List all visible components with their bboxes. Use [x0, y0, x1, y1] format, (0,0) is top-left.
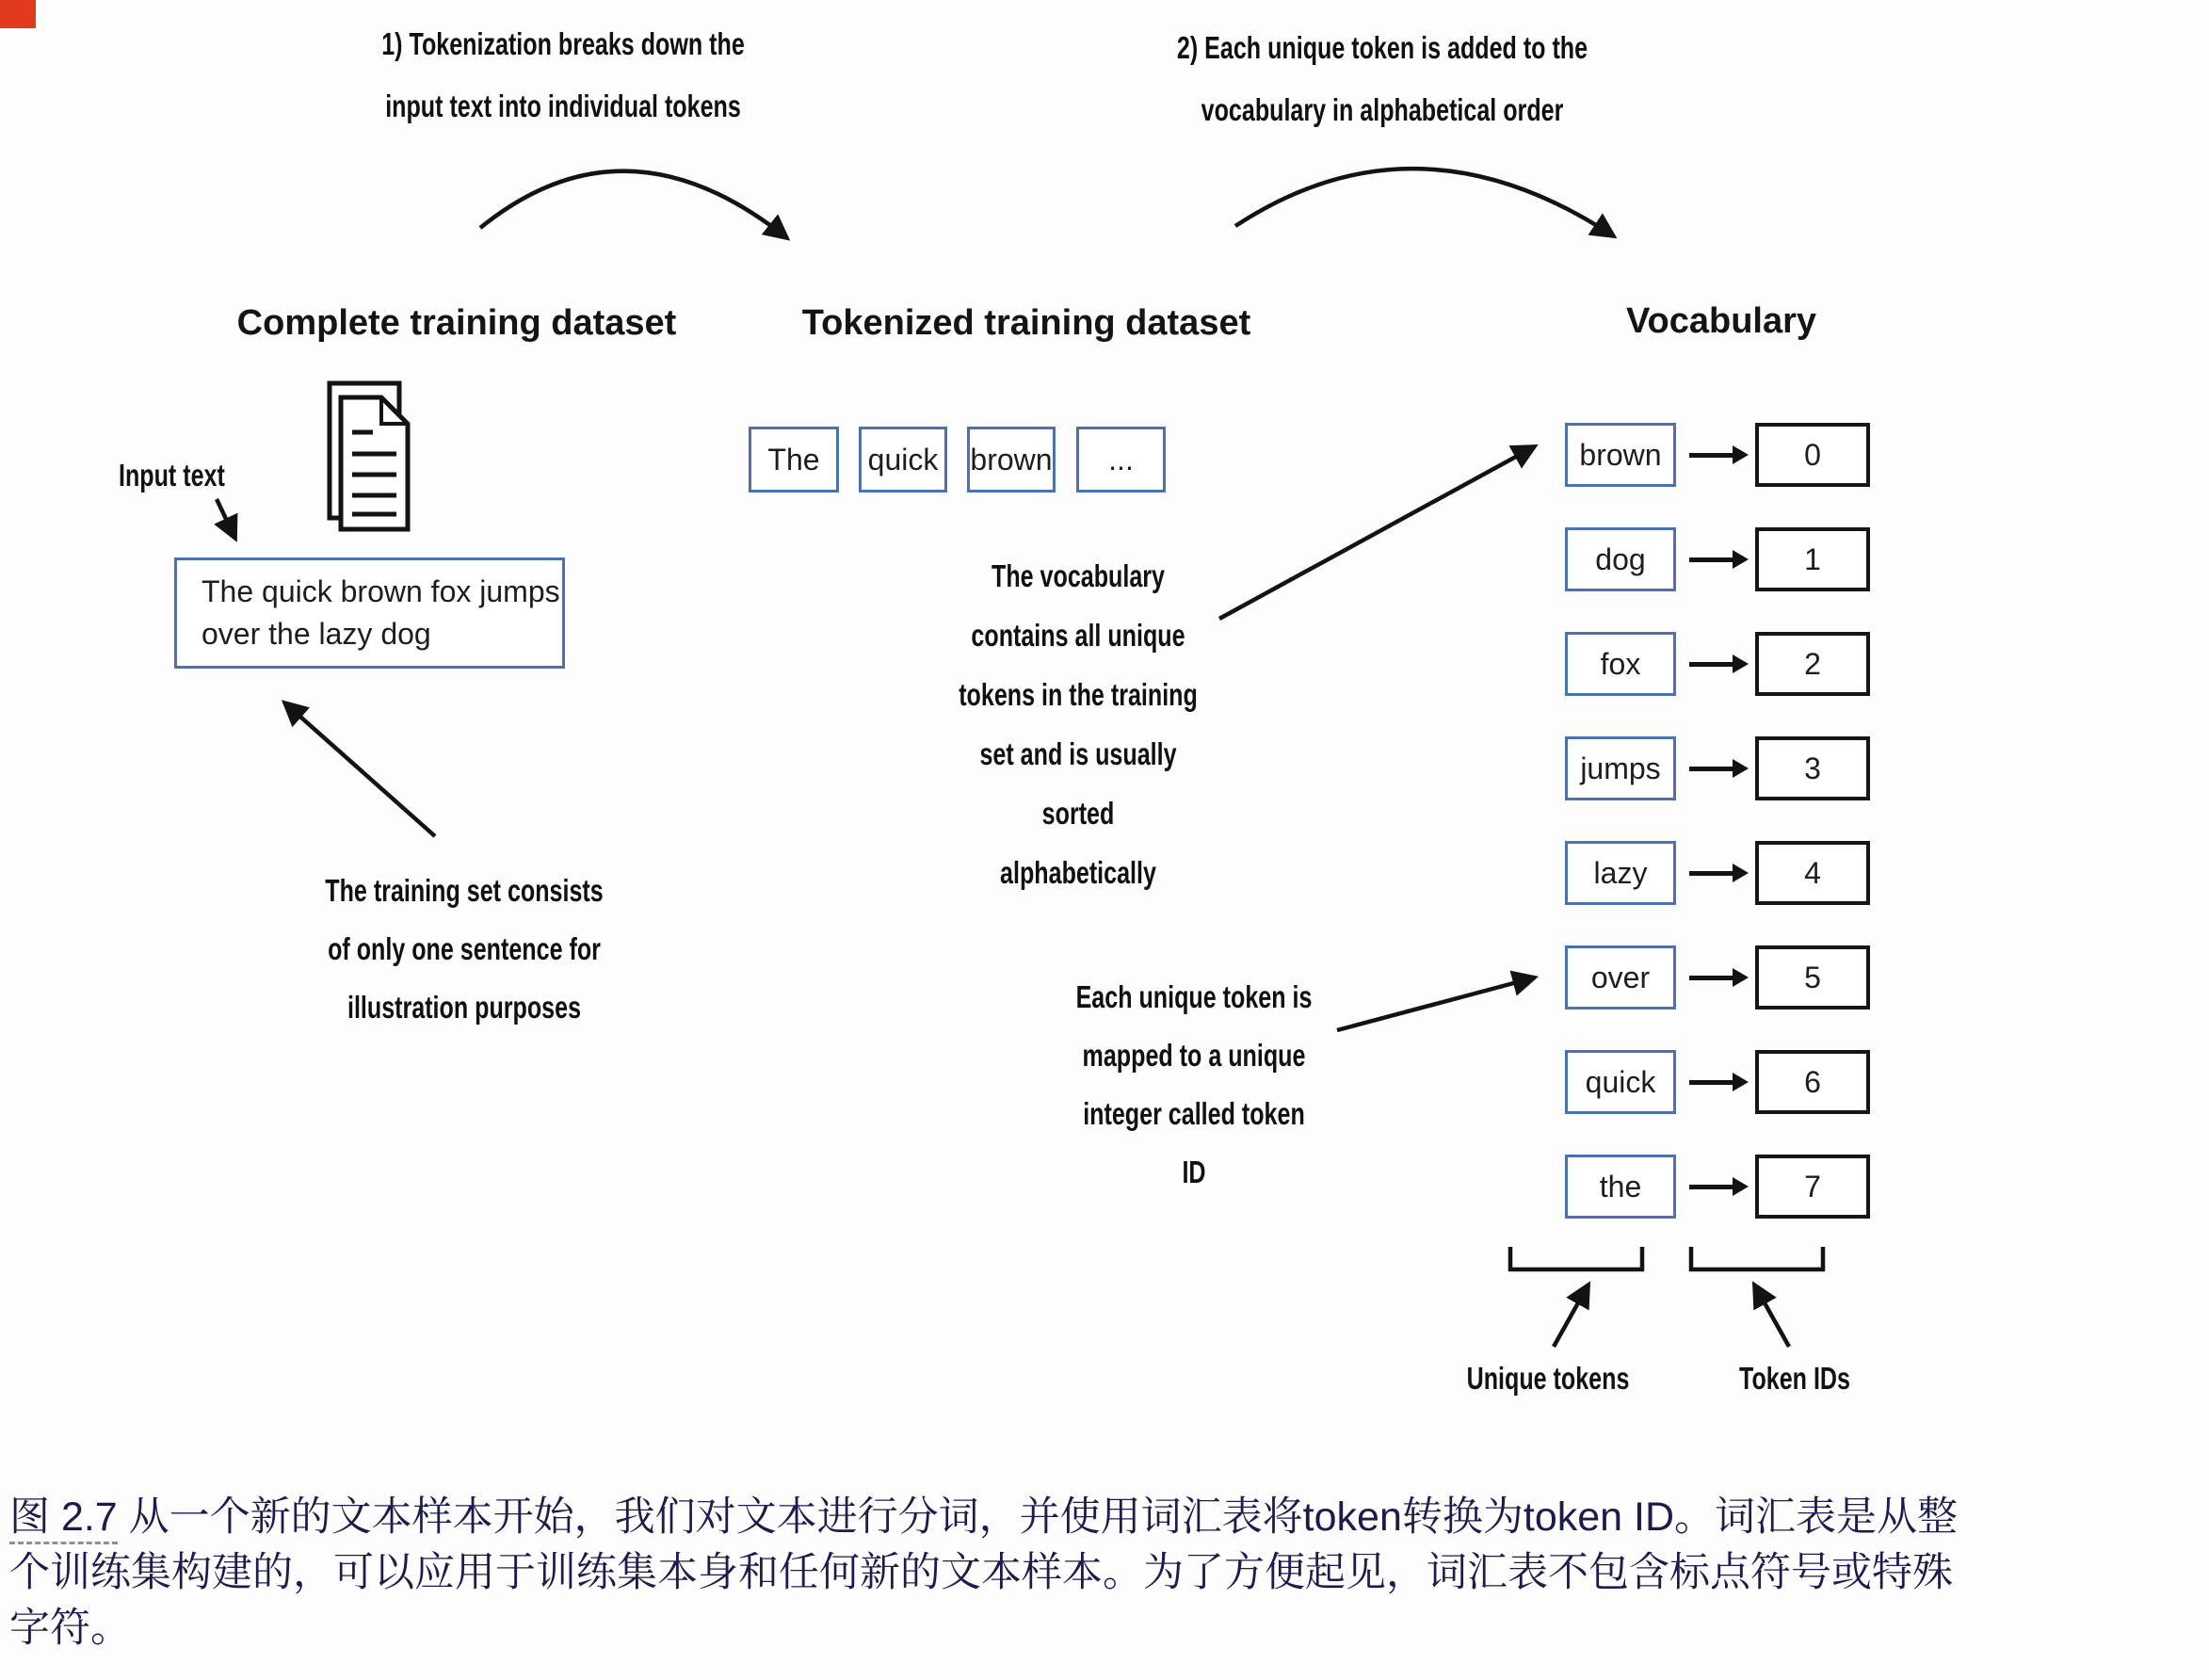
unique-tokens-arrow	[1554, 1284, 1588, 1347]
token-id-box: 2	[1755, 632, 1870, 696]
map-arrow-icon	[1689, 557, 1734, 562]
figure-caption	[9, 1490, 1958, 1656]
vocab-row	[1565, 1050, 1876, 1114]
token-id-box: 6	[1755, 1050, 1870, 1114]
token-id-note-arrow	[1337, 977, 1535, 1030]
token-box-quick: quick	[859, 427, 947, 493]
token-box-the: The	[749, 427, 839, 493]
vocabulary-note	[921, 546, 1235, 902]
vocab-note-arrow	[1219, 446, 1535, 619]
vocab-token-box: fox	[1565, 632, 1676, 696]
curved-arrow-step2	[1235, 169, 1614, 236]
note-line: integer called token	[1083, 1096, 1305, 1131]
header-vocabulary: Vocabulary	[1625, 301, 1817, 341]
vocab-token-box: brown	[1565, 423, 1676, 487]
map-arrow-icon	[1689, 871, 1734, 876]
note-line: contains all unique	[971, 618, 1185, 653]
annotation-line: vocabulary in alphabetical order	[1201, 92, 1564, 127]
vocab-row	[1565, 841, 1876, 905]
annotation-line: 1) Tokenization breaks down the	[381, 26, 745, 61]
input-text-line: The quick brown fox jumps	[202, 574, 560, 608]
curved-arrow-step1	[480, 171, 787, 238]
map-arrow-icon	[1689, 767, 1734, 771]
unique-tokens-label-text: Unique tokens	[1466, 1361, 1630, 1396]
annotation-line: input text into individual tokens	[385, 89, 741, 123]
token-id-box: 5	[1755, 945, 1870, 1010]
token-ids-label	[1721, 1361, 1867, 1397]
caption-line	[9, 1490, 1958, 1545]
note-line: of only one sentence for	[328, 931, 601, 966]
note-line: tokens in the training	[959, 677, 1198, 712]
vocab-row	[1565, 632, 1876, 696]
token-ids-arrow	[1754, 1284, 1789, 1347]
annotation-step1	[324, 13, 801, 137]
vocab-token-box: lazy	[1565, 841, 1676, 905]
vocab-token-box: jumps	[1565, 736, 1676, 800]
token-ids-label-text: Token IDs	[1738, 1361, 1851, 1396]
annotation-line: 2) Each unique token is added to the	[1176, 30, 1588, 65]
annotation-step2	[1112, 17, 1653, 141]
note-line: Each unique token is	[1075, 979, 1313, 1014]
header-tokenized-training-dataset: Tokenized training dataset	[801, 303, 1251, 343]
vocab-token-box: the	[1565, 1155, 1676, 1219]
caption-line: 个训练集构建的，可以应用于训练集本身和任何新的文本样本。为了方便起见，词汇表不包含标点符号或特殊	[9, 1550, 1953, 1595]
map-arrow-icon	[1689, 1185, 1734, 1189]
token-box-brown: brown	[967, 427, 1056, 493]
note-line: set and is usually	[979, 736, 1177, 771]
map-arrow-icon	[1689, 453, 1734, 458]
training-set-note	[282, 862, 648, 1037]
header-complete-training-dataset: Complete training dataset	[236, 303, 677, 343]
document-icon	[330, 383, 408, 529]
note-line: alphabetically	[1000, 855, 1156, 890]
caption-text: 从一个新的文本样本开始，我们对文本进行分词，并使用词汇表将token转换为token ID。词汇表是从整	[117, 1494, 1959, 1540]
token-ids-bracket	[1691, 1247, 1823, 1269]
token-id-box: 3	[1755, 736, 1870, 800]
vocab-row	[1565, 1155, 1876, 1219]
note-line: The training set consists	[325, 873, 604, 908]
map-arrow-icon	[1689, 662, 1734, 667]
note-line: illustration purposes	[347, 990, 582, 1025]
map-arrow-icon	[1689, 1080, 1734, 1085]
input-text-label	[119, 458, 258, 493]
vocab-token-box: over	[1565, 945, 1676, 1010]
vocab-row	[1565, 423, 1876, 487]
red-corner-mark	[0, 0, 36, 28]
input-text-box	[174, 557, 565, 669]
note-line: ID	[1182, 1155, 1206, 1189]
figure-number: 图 2.7	[9, 1494, 118, 1544]
input-label-arrow	[217, 499, 235, 539]
vocab-token-box: dog	[1565, 527, 1676, 591]
vocab-token-box: quick	[1565, 1050, 1676, 1114]
token-id-box: 0	[1755, 423, 1870, 487]
token-id-note	[1039, 968, 1349, 1202]
map-arrow-icon	[1689, 976, 1734, 980]
vocab-row	[1565, 527, 1876, 591]
token-id-box: 4	[1755, 841, 1870, 905]
caption-line: 字符。	[9, 1606, 131, 1651]
training-note-arrow	[284, 703, 435, 836]
unique-tokens-bracket	[1510, 1247, 1642, 1269]
token-id-box: 1	[1755, 527, 1870, 591]
note-line: The vocabulary	[991, 558, 1165, 593]
note-line: sorted	[1041, 796, 1115, 831]
note-line: mapped to a unique	[1082, 1038, 1306, 1073]
unique-tokens-label	[1441, 1361, 1654, 1397]
token-id-box: 7	[1755, 1155, 1870, 1219]
input-text-line: over the lazy dog	[202, 617, 431, 651]
vocab-row	[1565, 736, 1876, 800]
token-box-ellipsis: ...	[1076, 427, 1166, 493]
vocab-row	[1565, 945, 1876, 1010]
input-text-label-text: Input text	[119, 458, 225, 493]
